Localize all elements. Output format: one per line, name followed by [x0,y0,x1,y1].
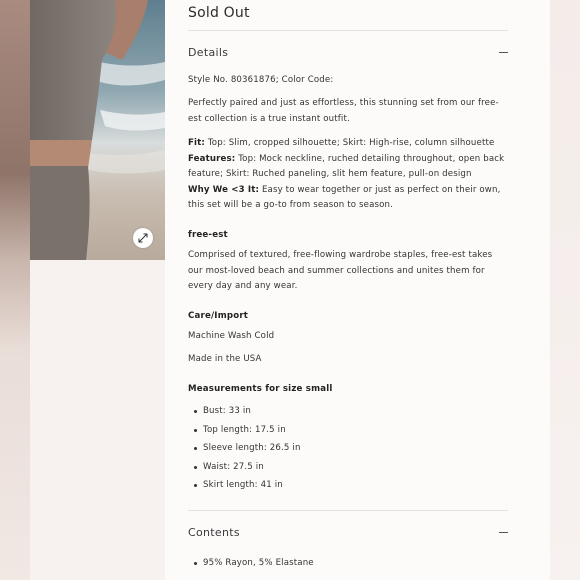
list-item: Bust: 33 in [203,402,301,421]
brand-heading: free-est [188,230,228,240]
style-number: Style No. 80361876; Color Code: [188,75,334,85]
why-text: Easy to wear together or just as perfect on their own, this set will be a go-to from season to season. [188,184,501,210]
contents-list [188,554,314,573]
details-heading: Details [188,45,229,59]
care-wash: Machine Wash Cold [188,331,275,341]
list-item: 95% Rayon, 5% Elastane [203,554,314,573]
product-image[interactable] [30,0,165,260]
list-item: Skirt length: 41 in [203,476,301,495]
minus-icon[interactable] [499,52,508,53]
sold-out-status: Sold Out [188,5,250,21]
features-label: Features: [188,153,236,164]
fit-text: Top: Slim, cropped silhouette; Skirt: High-rise, column silhouette [204,138,495,148]
features-text: Top: Mock neckline, ruched detailing throughout, open back feature; Skirt: Ruched paneling, slit hem feature, pull-on design [188,153,505,179]
blurred-left-edge [0,0,30,580]
contents-accordion-header[interactable] [188,524,508,540]
measurements-list [188,402,301,495]
zoom-button[interactable] [133,228,153,248]
measurements-heading: Measurements for size small [188,384,333,394]
divider [188,30,508,31]
product-photo-illustration [30,0,165,260]
care-heading: Care/Import [188,311,249,321]
details-accordion-header[interactable] [188,44,508,60]
care-origin: Made in the USA [188,354,262,364]
features-line [188,152,508,183]
contents-heading: Contents [188,525,240,539]
expand-arrows-icon [138,233,148,243]
fit-label: Fit: [188,138,205,148]
list-item: Top length: 17.5 in [203,421,301,440]
minus-icon[interactable] [499,532,508,533]
fit-line [188,136,508,152]
blurred-right-edge [550,0,580,580]
why-line [188,183,508,214]
brand-description: Comprised of textured, free-flowing wardrobe staples, free-est takes our most-loved beach and summer collections and unites them for every day and any wear. [188,250,493,291]
divider [188,510,508,511]
fit-features-block [188,136,508,214]
list-item: Waist: 27.5 in [203,458,301,477]
list-item: Sleeve length: 26.5 in [203,439,301,458]
description-intro: Perfectly paired and just as effortless, this stunning set from our free-est collection is a true instant outfit. [188,98,499,124]
why-label: Why We <3 It: [188,184,260,195]
